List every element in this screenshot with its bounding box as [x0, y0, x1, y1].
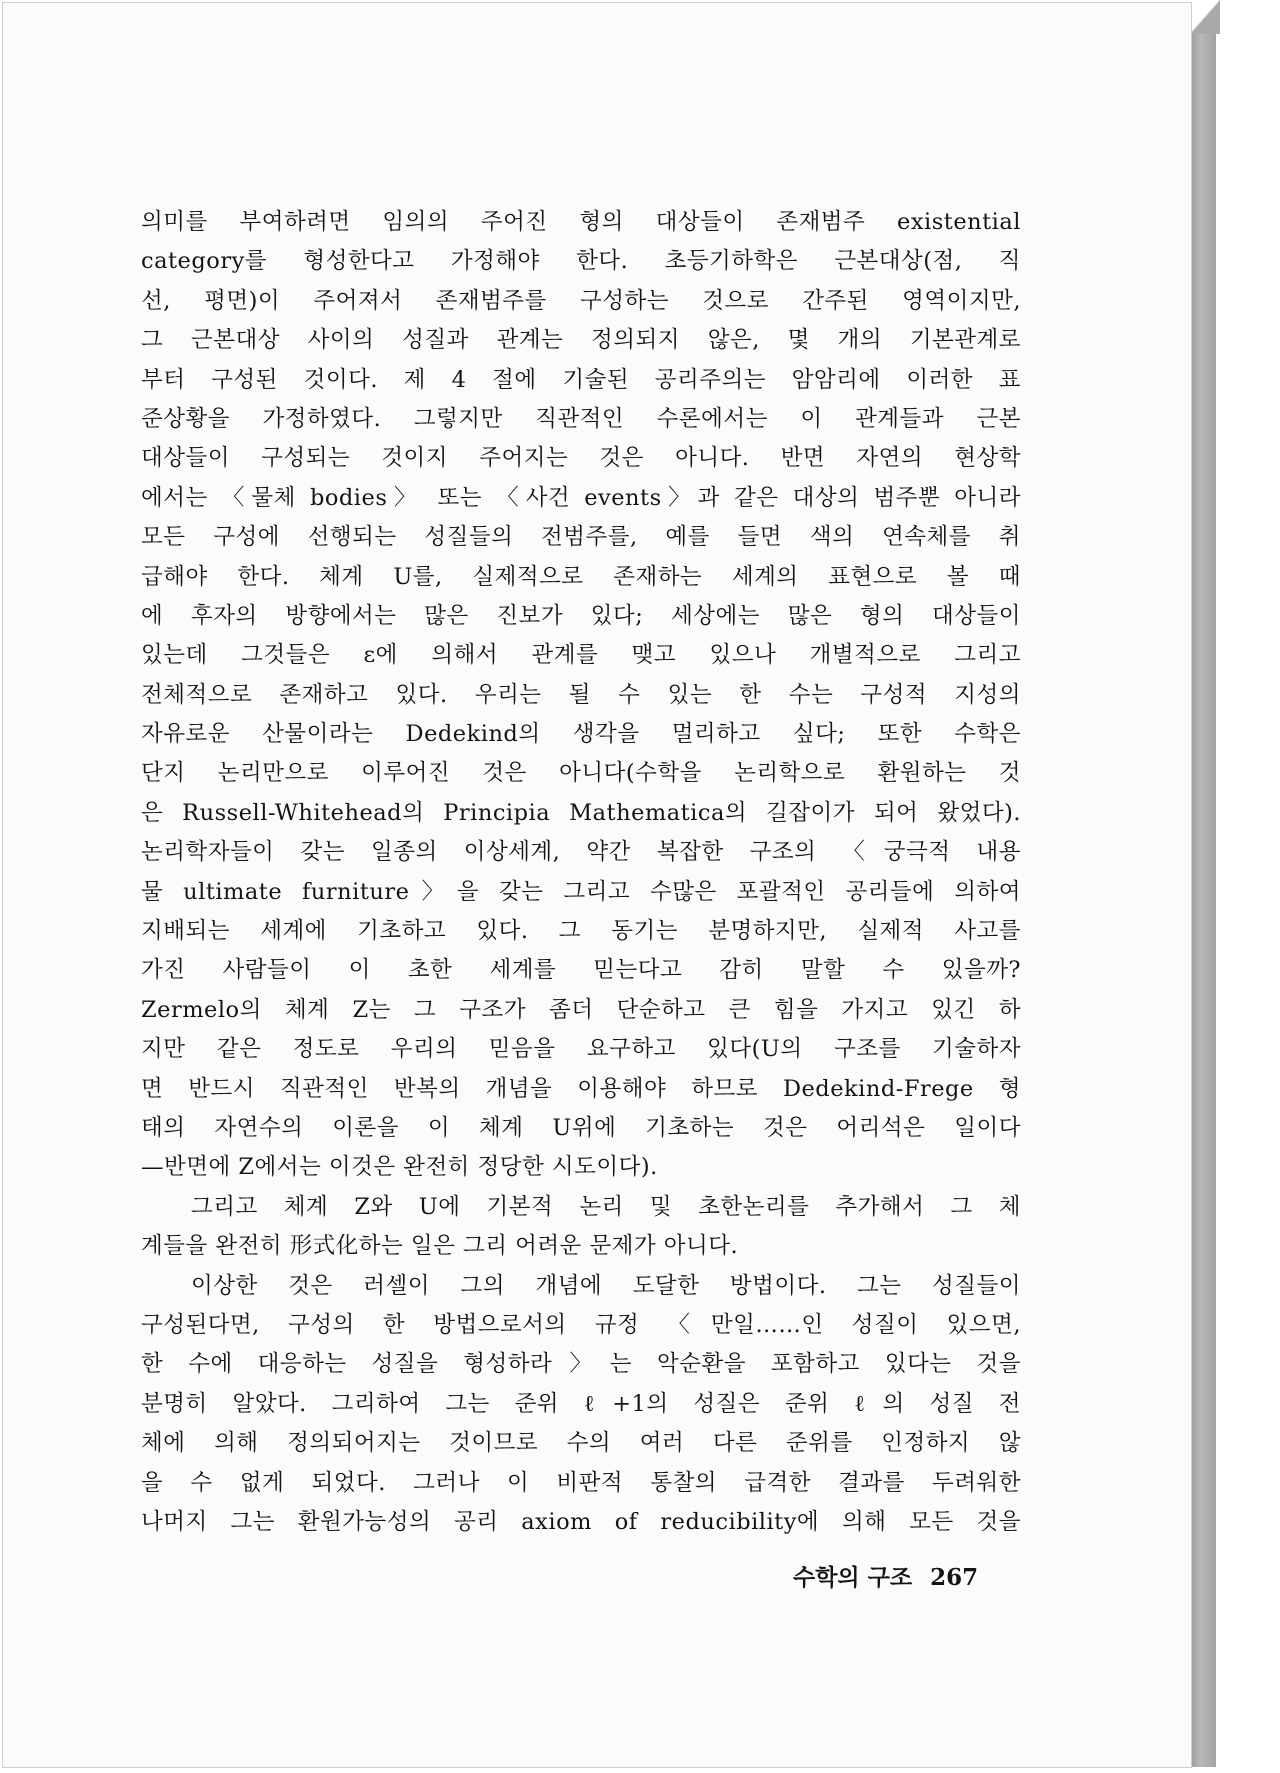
text-line: 한 수에 대응하는 성질을 형성하라〉는 악순환을 포함하고 있다는 것을 [141, 1351, 1021, 1378]
text-line: 태의 자연수의 이론을 이 체계 U위에 기초하는 것은 어리석은 일이다 [141, 1114, 1021, 1141]
page-edge-shadow [1190, 5, 1216, 1767]
text-line: 의미를 부여하려면 임의의 주어진 형의 대상들이 존재범주 existential [141, 209, 1021, 235]
text-line: 그 근본대상 사이의 성질과 관계는 정의되지 않은, 몇 개의 기본관계로 [141, 327, 1021, 354]
text-line: Zermelo의 체계 Z는 그 구조가 좀더 단순하고 큰 힘을 가지고 있긴 하 [141, 996, 1021, 1023]
text-line-paragraph-start: 이상한 것은 러셀이 그의 개념에 도달한 방법이다. 그는 성질들이 [191, 1272, 1021, 1299]
book-page [2, 2, 1192, 1768]
text-line: 있는데 그것들은 ε에 의해서 관계를 맺고 있으나 개별적으로 그리고 [141, 642, 1021, 669]
text-line: 지배되는 세계에 기초하고 있다. 그 동기는 분명하지만, 실제적 사고를 [141, 918, 1021, 945]
text-line: 가진 사람들이 이 초한 세계를 믿는다고 감히 말할 수 있을까? [141, 957, 1021, 984]
text-line: —반면에 Z에서는 이것은 완전히 정당한 시도이다). [141, 1154, 658, 1181]
text-line: 에서는 〈물체 bodies〉 또는 〈사건 events〉과 같은 대상의 범주뿐 아니라 [141, 484, 1021, 511]
text-line: 모든 구성에 선행되는 성질들의 전범주를, 예를 들면 색의 연속체를 취 [141, 524, 1021, 551]
text-line: 대상들이 구성되는 것이지 주어지는 것은 아니다. 반면 자연의 현상학 [141, 445, 1021, 472]
text-line: 은 Russell-Whitehead의 Principia Mathematica의 길잡이가 되어 왔었다). [141, 799, 1021, 826]
text-line: 을 수 없게 되었다. 그러나 이 비판적 통찰의 급격한 결과를 두려워한 [141, 1469, 1021, 1496]
text-line: 에 후자의 방향에서는 많은 진보가 있다; 세상에는 많은 형의 대상들이 [141, 602, 1021, 629]
page-edge-corner [1190, 0, 1220, 34]
text-line: category를 형성한다고 가정해야 한다. 초등기하학은 근본대상(점, 직 [141, 248, 1021, 275]
text-line: 지만 같은 정도로 우리의 믿음을 요구하고 있다(U의 구조를 기술하자 [141, 1036, 1021, 1063]
text-line: 자유로운 산물이라는 Dedekind의 생각을 멀리하고 싶다; 또한 수학은 [141, 721, 1021, 748]
page-number: 267 [930, 1564, 979, 1591]
running-title: 수학의 구조 [793, 1564, 913, 1591]
text-line: 분명히 알았다. 그리하여 그는 준위 ℓ+1의 성질은 준위 ℓ의 성질 전 [141, 1390, 1021, 1417]
text-line: 급해야 한다. 체계 U를, 실제적으로 존재하는 세계의 표현으로 볼 때 [141, 563, 1021, 590]
text-line: 준상황을 가정하였다. 그렇지만 직관적인 수론에서는 이 관계들과 근본 [141, 405, 1021, 432]
text-line: 나머지 그는 환원가능성의 공리 axiom of reducibility에 의해 모든 것을 [141, 1508, 1021, 1535]
text-line: 전체적으로 존재하고 있다. 우리는 될 수 있는 한 수는 구성적 지성의 [141, 681, 1021, 708]
text-line: 체에 의해 정의되어지는 것이므로 수의 여러 다른 준위를 인정하지 않 [141, 1430, 1021, 1457]
text-line: 논리학자들이 갖는 일종의 이상세계, 약간 복잡한 구조의 〈궁극적 내용 [141, 839, 1021, 866]
text-line: 단지 논리만으로 이루어진 것은 아니다(수학을 논리학으로 환원하는 것 [141, 760, 1021, 787]
body-text [141, 203, 1021, 1542]
page-footer [793, 1559, 993, 1592]
text-line: 부터 구성된 것이다. 제 4 절에 기술된 공리주의는 암암리에 이러한 표 [141, 366, 1021, 393]
text-line-paragraph-start: 그리고 체계 Z와 U에 기본적 논리 및 초한논리를 추가해서 그 체 [191, 1193, 1021, 1220]
text-line: 구성된다면, 구성의 한 방법으로서의 규정 〈만일……인 성질이 있으면, [141, 1311, 1021, 1338]
text-line: 물 ultimate furniture〉을 갖는 그리고 수많은 포괄적인 공리들에 의하여 [141, 878, 1021, 905]
text-line: 면 반드시 직관적인 반복의 개념을 이용해야 하므로 Dedekind-Frege 형 [141, 1075, 1021, 1102]
text-line: 선, 평면)이 주어져서 존재범주를 구성하는 것으로 간주된 영역이지만, [141, 287, 1021, 314]
text-line: 계들을 완전히 形式化하는 일은 그리 어려운 문제가 아니다. [141, 1233, 739, 1260]
